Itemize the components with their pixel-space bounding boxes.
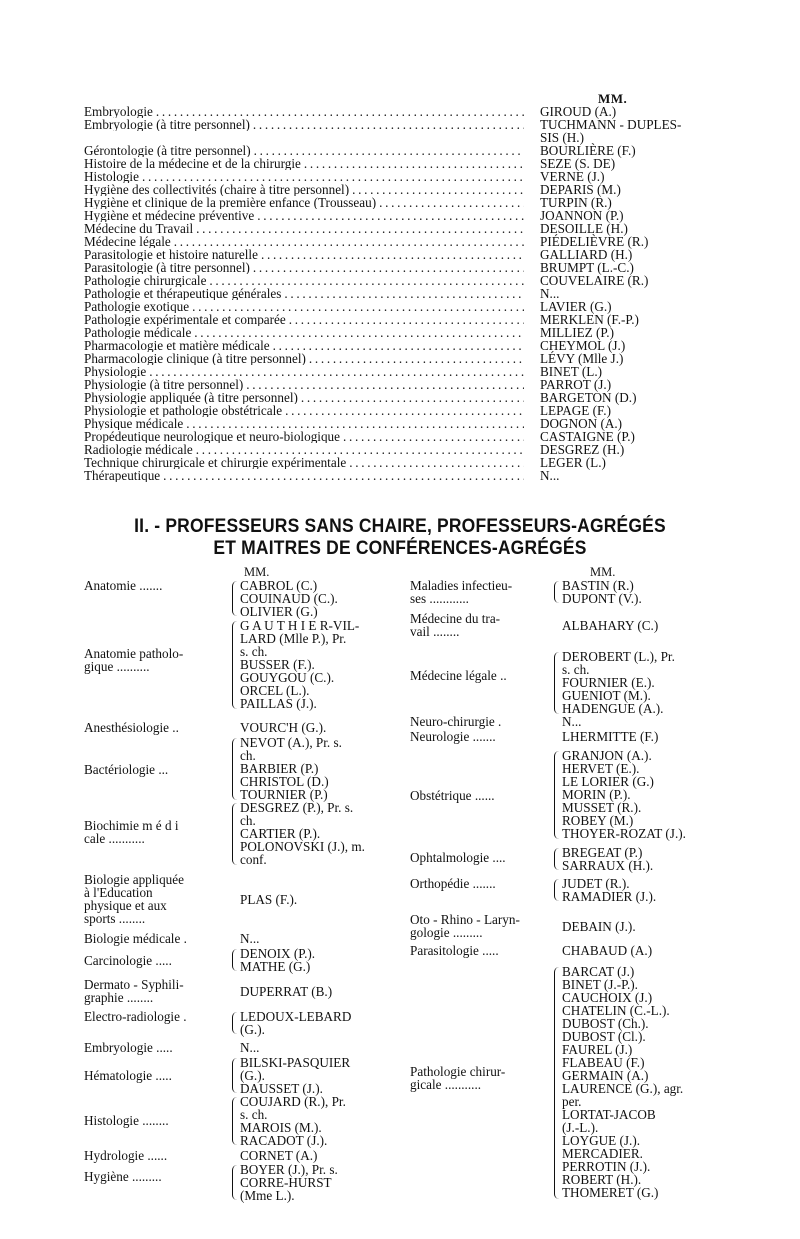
faculty-names: DEBAIN (J.).: [562, 918, 636, 934]
discipline-label: Neuro-chirurgie .: [410, 714, 502, 729]
section1-column-header: MM.: [598, 91, 628, 106]
professor-name: GALLIARD (H.): [540, 247, 633, 262]
section1-row: [84, 157, 724, 170]
professor-name: DOGNON (A.): [540, 416, 623, 431]
section1-row: [84, 469, 724, 482]
faculty-names: LEDOUX-LEBARD (G.).: [240, 1009, 352, 1037]
discipline-entry: [410, 715, 728, 728]
discipline-label: Electro-radiologie .: [84, 1009, 187, 1024]
professor-name: LEPAGE (F.): [540, 403, 611, 418]
discipline-label: Médecine légale ..: [410, 668, 507, 683]
subject-label: Pharmacologie et matière médicale . . .: [84, 339, 524, 352]
subject-label: Pathologie médicale . . .: [84, 326, 524, 339]
discipline-label: Carcinologie .....: [84, 953, 172, 968]
subject-label: Histoire de la médecine et de la chirurgie . . .: [84, 157, 524, 170]
discipline-label: Médecine du tra- vail ........: [410, 611, 501, 639]
professor-name: LÉVY (Mlle J.): [540, 351, 624, 366]
professor-name: SIS (H.): [540, 130, 584, 145]
discipline-entry: [84, 873, 404, 925]
right-column-header: MM.: [590, 565, 616, 579]
section1-row: [84, 118, 724, 131]
discipline-entry: [84, 721, 404, 734]
faculty-names: BOYER (J.), Pr. s. CORRE-HURST (Mme L.).: [240, 1162, 338, 1203]
professor-name: COUVELAIRE (R.): [540, 273, 649, 288]
brace: [232, 803, 237, 865]
discipline-label: Parasitologie .....: [410, 943, 499, 958]
brace: [232, 1058, 237, 1093]
faculty-names: DENOIX (P.). MATHE (G.): [240, 946, 316, 974]
brace: [554, 652, 559, 714]
discipline-label: Obstétrique ......: [410, 788, 495, 803]
brace: [232, 621, 237, 709]
subject-label: Gérontologie (à titre personnel) . . .: [84, 144, 524, 157]
professor-name: CASTAIGNE (P.): [540, 429, 635, 444]
subject-label: Physiologie . . .: [84, 365, 524, 378]
professor-name: CHEYMOL (J.): [540, 338, 626, 353]
discipline-entry: [410, 650, 728, 716]
discipline-entry: [84, 801, 404, 867]
subject-label: Propédeutique neurologique et neuro-biologique . . .: [84, 430, 524, 443]
subject-label: Pathologie exotique . . .: [84, 300, 524, 313]
subject-label: Physiologie appliquée (à titre personnel) . . .: [84, 391, 524, 404]
subject-label: Parasitologie (à titre personnel) . . .: [84, 261, 524, 274]
subject-label: Radiologie médicale . . .: [84, 443, 524, 456]
subject-label: Physiologie et pathologie obstétricale . . .: [84, 404, 524, 417]
subject-label: Embryologie . . .: [84, 105, 524, 118]
section1-row: [84, 170, 724, 183]
section1-row: [84, 339, 724, 352]
discipline-label: Biologie médicale .: [84, 931, 187, 946]
brace: [554, 751, 559, 839]
discipline-entry: [410, 965, 728, 1201]
section1-row: [84, 274, 724, 287]
subject-label: Hygiène et médecine préventive . . .: [84, 209, 524, 222]
subject-label: Thérapeutique . . .: [84, 469, 524, 482]
brace: [554, 967, 559, 1199]
section1-row: [84, 430, 724, 443]
professor-name: LEGER (L.): [540, 455, 606, 470]
discipline-entry: [84, 1041, 404, 1054]
discipline-label: Bactériologie ...: [84, 762, 172, 777]
section1-row: [84, 326, 724, 339]
discipline-label: Pathologie chirur- gicale ...........: [410, 1064, 506, 1092]
professor-name: JOANNON (P.): [540, 208, 624, 223]
discipline-entry: [84, 619, 404, 711]
section1-row: [84, 391, 724, 404]
faculty-names: CHABAUD (A.): [562, 943, 653, 958]
section1-row: [84, 209, 724, 222]
left-column-header: MM.: [244, 565, 270, 579]
faculty-names: G A U T H I E R-VIL- LARD (Mlle P.), Pr. s. ch. BUSSER (F.). GOUYGOU (C.). ORCEL (L.). PAILLAS (J.).: [240, 618, 360, 711]
professor-name: N...: [540, 286, 560, 301]
professor-name: BARGETON (D.): [540, 390, 637, 405]
faculty-names: N...: [240, 931, 260, 946]
faculty-names: COUJARD (R.), Pr. s. ch. MAROIS (M.). RACADOT (J.).: [240, 1094, 346, 1148]
discipline-entry: [410, 846, 728, 872]
professor-name: LAVIER (G.): [540, 299, 612, 314]
section1-row: [84, 352, 724, 365]
subject-label: Médecine du Travail . . .: [84, 222, 524, 235]
discipline-entry: [84, 1149, 404, 1162]
discipline-label: Neurologie .......: [410, 729, 496, 744]
discipline-label: Ophtalmologie ....: [410, 850, 506, 865]
section1-row: [84, 144, 724, 157]
subject-label: Embryologie (à titre personnel) . . .: [84, 118, 524, 131]
discipline-entry: [84, 1163, 404, 1202]
discipline-label: Dermato - Syphili- graphie ........: [84, 977, 184, 1005]
discipline-label: Hématologie .....: [84, 1068, 172, 1083]
professor-name: BINET (L.): [540, 364, 603, 379]
section2-title-line2: ET MAITRES DE CONFÉRENCES-AGRÉGÉS: [213, 538, 587, 559]
discipline-label: Hygiène .........: [84, 1169, 162, 1184]
subject-label: Histologie . . .: [84, 170, 524, 183]
discipline-entry: [410, 877, 728, 903]
discipline-label: Anesthésiologie ..: [84, 720, 179, 735]
faculty-names: BILSKI-PASQUIER (G.). DAUSSET (J.).: [240, 1055, 351, 1096]
subject-label: Pathologie et thérapeutique générales . . .: [84, 287, 524, 300]
discipline-label: Oto - Rhino - Laryn- gologie .........: [410, 912, 520, 940]
faculty-names: DESGREZ (P.), Pr. s. ch. CARTIER (P.). POLONOVSKI (J.), m. conf.: [240, 800, 365, 867]
faculty-names: VOURC'H (G.).: [240, 720, 327, 735]
discipline-entry: [410, 730, 728, 743]
section1-row: [84, 443, 724, 456]
brace: [232, 1165, 237, 1200]
discipline-entry: [84, 1095, 404, 1147]
faculty-names: JUDET (R.). RAMADIER (J.).: [562, 876, 657, 904]
discipline-entry: [84, 978, 404, 1004]
section2-title-line1: II. - PROFESSEURS SANS CHAIRE, PROFESSEURS-AGRÉGÉS: [134, 516, 666, 537]
brace: [232, 1097, 237, 1145]
subject-label: Physiologie (à titre personnel) . . .: [84, 378, 524, 391]
faculty-names: DUPERRAT (B.): [240, 983, 333, 999]
discipline-label: Maladies infectieu- ses ............: [410, 578, 513, 606]
professor-name: PIÉDELIÈVRE (R.): [540, 234, 649, 249]
section1-row: [84, 287, 724, 300]
discipline-label: Histologie ........: [84, 1113, 169, 1128]
section1-list: [84, 105, 724, 482]
section1-row: [84, 196, 724, 209]
discipline-entry: [84, 736, 404, 802]
professor-name: BOURLIÈRE (F.): [540, 143, 636, 158]
subject-label: Pharmacologie clinique (à titre personnel) . . .: [84, 352, 524, 365]
professor-name: DESOILLE (H.): [540, 221, 628, 236]
brace: [554, 848, 559, 870]
brace: [554, 879, 559, 901]
discipline-label: Embryologie .....: [84, 1040, 173, 1055]
faculty-names: BREGEAT (P.) SARRAUX (H.).: [562, 845, 654, 873]
brace: [232, 738, 237, 800]
professor-name: DESGREZ (H.): [540, 442, 625, 457]
discipline-entry: [410, 612, 728, 638]
faculty-names: PLAS (F.).: [240, 891, 298, 907]
discipline-label: Biochimie m é d i cale ...........: [84, 818, 179, 846]
faculty-names: CABROL (C.) COUINAUD (C.). OLIVIER (G.): [240, 578, 338, 619]
discipline-entry: [410, 944, 728, 957]
subject-label: Pathologie expérimentale et comparée . . .: [84, 313, 524, 326]
discipline-label: Hydrologie ......: [84, 1148, 168, 1163]
subject-label: Hygiène et clinique de la première enfance (Trousseau) . . .: [84, 196, 524, 209]
discipline-label: Anatomie patholo- gique ..........: [84, 646, 184, 674]
faculty-names: BASTIN (R.) DUPONT (V.).: [562, 578, 642, 606]
faculty-names: N...: [562, 714, 582, 729]
subject-label: Parasitologie et histoire naturelle . . .: [84, 248, 524, 261]
section1-row: [84, 365, 724, 378]
subject-label: Médecine légale . . .: [84, 235, 524, 248]
brace: [232, 949, 237, 971]
section1-row: [84, 404, 724, 417]
faculty-names: ALBAHARY (C.): [562, 617, 659, 633]
discipline-entry: [84, 947, 404, 973]
faculty-names: DEROBERT (L.), Pr. s. ch. FOURNIER (E.). GUENIOT (M.). HADENGUE (A.).: [562, 649, 675, 716]
brace: [232, 581, 237, 616]
subject-label: Technique chirurgicale et chirurgie expérimentale . . .: [84, 456, 524, 469]
discipline-entry: [84, 1056, 404, 1095]
discipline-label: Biologie appliquée à l'Education physique et aux sports ........: [84, 872, 184, 926]
brace: [554, 581, 559, 603]
faculty-names: NEVOT (A.), Pr. s. ch. BARBIER (P.) CHRISTOL (D.) TOURNIER (P.): [240, 735, 342, 802]
discipline-entry: [84, 932, 404, 945]
faculty-names: BARCAT (J.) BINET (J.-P.). CAUCHOIX (J.) CHATELIN (C.-L.). DUBOST (Ch.). DUBOST (Cl.). FAUREL (J.) FLABEAU (F.) GERMAIN (A.) LAURENCE (G.), agr. per. LORTAT-JACOB (J.-L.). LOYGUE (J.). MERCADIER. PERROTIN (J.). ROBERT (H.). THOMERET (G.): [562, 964, 684, 1200]
professor-name: TURPIN (R.): [540, 195, 612, 210]
faculty-names: CORNET (A.): [240, 1148, 318, 1163]
discipline-label: Anatomie .......: [84, 578, 163, 593]
professor-name: TUCHMANN - DUPLES-: [540, 117, 682, 132]
discipline-entry: [84, 579, 404, 618]
discipline-entry: [410, 913, 728, 939]
discipline-entry: [410, 749, 728, 841]
faculty-names: GRANJON (A.). HERVET (E.). LE LORIER (G.) MORIN (P.). MUSSET (R.). ROBEY (M.) THOYER-ROZAT (J.).: [562, 748, 686, 841]
subject-label: Physique médicale . . .: [84, 417, 524, 430]
faculty-names: N...: [240, 1040, 260, 1055]
discipline-label: Orthopédie .......: [410, 876, 496, 891]
section1-row: [84, 313, 724, 326]
discipline-entry: [410, 579, 728, 605]
professor-name: SEZE (S. DE): [540, 156, 616, 171]
professor-name: VERNE (J.): [540, 169, 605, 184]
professor-name: PARROT (J.): [540, 377, 612, 392]
section1-row: [84, 183, 724, 196]
subject-label: Hygiène des collectivités (chaire à titre personnel) . . .: [84, 183, 524, 196]
professor-name: N...: [540, 468, 560, 483]
discipline-entry: [84, 1010, 404, 1036]
faculty-names: LHERMITTE (F.): [562, 729, 659, 744]
professor-name: BRUMPT (L.-C.): [540, 260, 634, 275]
professor-name: DEPARIS (M.): [540, 182, 621, 197]
professor-name: MERKLEN (F.-P.): [540, 312, 639, 327]
brace: [232, 1012, 237, 1034]
professor-name: GIROUD (A.): [540, 104, 617, 119]
professor-name: MILLIEZ (P.): [540, 325, 614, 340]
subject-label: Pathologie chirurgicale . . .: [84, 274, 524, 287]
section1-row: [84, 456, 724, 469]
